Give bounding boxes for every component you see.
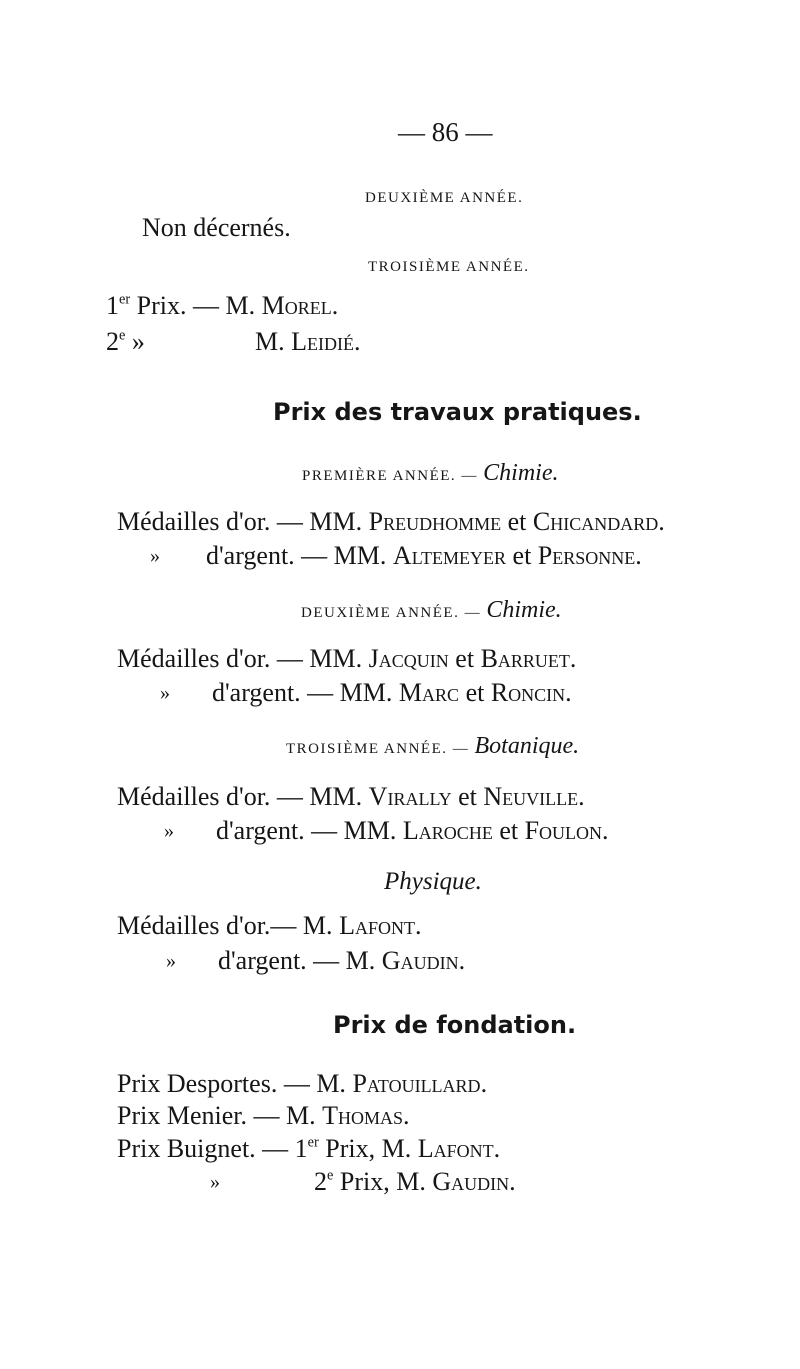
subheading-deuxieme-annee: DEUXIÈME ANNÉE. xyxy=(365,190,524,206)
conjunction: et xyxy=(501,507,533,536)
punct: . xyxy=(480,1069,488,1098)
laureate-name: Foulon xyxy=(524,816,603,845)
laureate-name: Jacquin xyxy=(368,644,449,673)
subheading-troisieme-annee-botanique xyxy=(286,733,580,759)
prize-text: Prix, M. xyxy=(318,1134,418,1163)
subheading-text: PREMIÈRE ANNÉE. — xyxy=(302,468,484,484)
medal-text: Médailles d'or. — MM. xyxy=(117,507,369,536)
laureate-name: Lafont xyxy=(339,911,415,940)
punct: . xyxy=(458,946,466,975)
punct: . xyxy=(565,678,572,707)
page-number: — 86 — xyxy=(398,117,493,147)
laureate-name: Patouillard xyxy=(352,1069,481,1098)
subject: Chimie. xyxy=(486,597,562,623)
prize-text: Prix Buignet. — 1 xyxy=(117,1134,308,1163)
section-title-prix-de-fondation: Prix de fondation. xyxy=(333,1011,577,1039)
punct: . xyxy=(569,644,577,673)
laureate-name: Leidié xyxy=(291,327,354,356)
laureate-name: Laroche xyxy=(402,816,493,845)
laureate-name: Lafont xyxy=(417,1134,494,1163)
laureate-name: Preudhomme xyxy=(368,507,502,536)
medal-text: Médailles d'or.— M. xyxy=(117,911,340,940)
medal-text: Médailles d'or. — MM. xyxy=(117,644,369,673)
medal-line xyxy=(117,506,665,538)
medal-text: d'argent. — M. xyxy=(218,946,382,975)
punct: . xyxy=(403,1101,410,1130)
prize-text: Prix Desportes. — M. xyxy=(117,1069,353,1098)
laureate-name: Gaudin xyxy=(381,946,459,975)
punct: . xyxy=(509,1167,516,1196)
laureate-name: Neuville xyxy=(483,782,579,811)
laureate-name: Gaudin xyxy=(432,1167,510,1196)
laureate-name: Chicandard xyxy=(532,507,659,536)
medal-line xyxy=(117,643,576,675)
laureate-name: Barruet xyxy=(480,644,570,673)
prize-line-continued xyxy=(255,326,360,358)
medal-text: d'argent. — MM. xyxy=(216,816,403,845)
prize-line xyxy=(106,326,145,358)
laureate-name: Roncin xyxy=(490,678,566,707)
medal-line xyxy=(218,945,465,977)
laureate-name: Morel xyxy=(261,291,332,320)
medal-line xyxy=(212,677,572,709)
medal-line xyxy=(206,540,642,572)
ordinal: 2 xyxy=(314,1167,327,1196)
prize-text: Prix, M. xyxy=(333,1167,433,1196)
punct: . xyxy=(635,541,642,570)
text-line: Non décernés. xyxy=(142,213,291,242)
conjunction: et xyxy=(451,782,484,811)
ditto-mark: » xyxy=(125,327,145,356)
punct: . xyxy=(578,782,585,811)
laureate-name: Marc xyxy=(398,678,460,707)
prize-text: Prix. — M. xyxy=(130,291,262,320)
ordinal-suffix: e xyxy=(119,327,126,344)
medal-text: d'argent. — MM. xyxy=(212,678,399,707)
punct: . xyxy=(353,327,361,356)
laureate-name: Virally xyxy=(368,782,452,811)
subheading-physique: Physique. xyxy=(384,868,482,895)
punct: . xyxy=(658,507,665,536)
foundation-prize-line xyxy=(117,1133,500,1165)
subheading-text: DEUXIÈME ANNÉE. — xyxy=(301,605,487,621)
laureate-name: Altemeyer xyxy=(392,541,507,570)
prize-text: Prix Menier. — M. xyxy=(117,1101,323,1130)
ordinal-suffix: er xyxy=(119,291,131,308)
punct: . xyxy=(331,291,339,320)
ordinal-suffix: e xyxy=(327,1167,334,1184)
ditto-mark: » xyxy=(160,682,170,704)
medal-line xyxy=(117,910,421,942)
medal-text: d'argent. — MM. xyxy=(206,541,393,570)
laureate-name: Personne xyxy=(537,541,636,570)
subject: Chimie. xyxy=(483,460,559,486)
subheading-deuxieme-annee-chimie xyxy=(301,597,562,623)
medal-line xyxy=(216,815,609,847)
laureate-name: Thomas xyxy=(322,1101,404,1130)
subheading-troisieme-annee: TROISIÈME ANNÉE. xyxy=(368,259,530,275)
conjunction: et xyxy=(492,816,525,845)
ditto-mark: » xyxy=(164,820,174,842)
medal-line xyxy=(117,781,585,813)
ordinal-suffix: er xyxy=(307,1134,319,1151)
conjunction: et xyxy=(448,644,481,673)
subheading-premiere-annee xyxy=(302,460,559,486)
punct: . xyxy=(493,1134,501,1163)
ordinal: 2 xyxy=(106,327,119,356)
ditto-mark: » xyxy=(150,545,160,567)
subject: Botanique. xyxy=(474,733,580,759)
foundation-prize-line xyxy=(117,1100,410,1132)
foundation-prize-line xyxy=(314,1166,516,1198)
punct: . xyxy=(414,911,422,940)
conjunction: et xyxy=(506,541,538,570)
conjunction: et xyxy=(459,678,491,707)
ditto-mark: » xyxy=(166,950,176,972)
prize-text: M. xyxy=(255,327,292,356)
prize-line xyxy=(106,290,338,322)
section-title-travaux-pratiques: Prix des travaux pratiques. xyxy=(273,398,642,426)
ordinal: 1 xyxy=(106,291,119,320)
ditto-mark: » xyxy=(210,1171,220,1193)
medal-text: Médailles d'or. — MM. xyxy=(117,782,369,811)
foundation-prize-line xyxy=(117,1068,487,1100)
punct: . xyxy=(602,816,609,845)
subheading-text: TROISIÈME ANNÉE. — xyxy=(286,741,475,757)
